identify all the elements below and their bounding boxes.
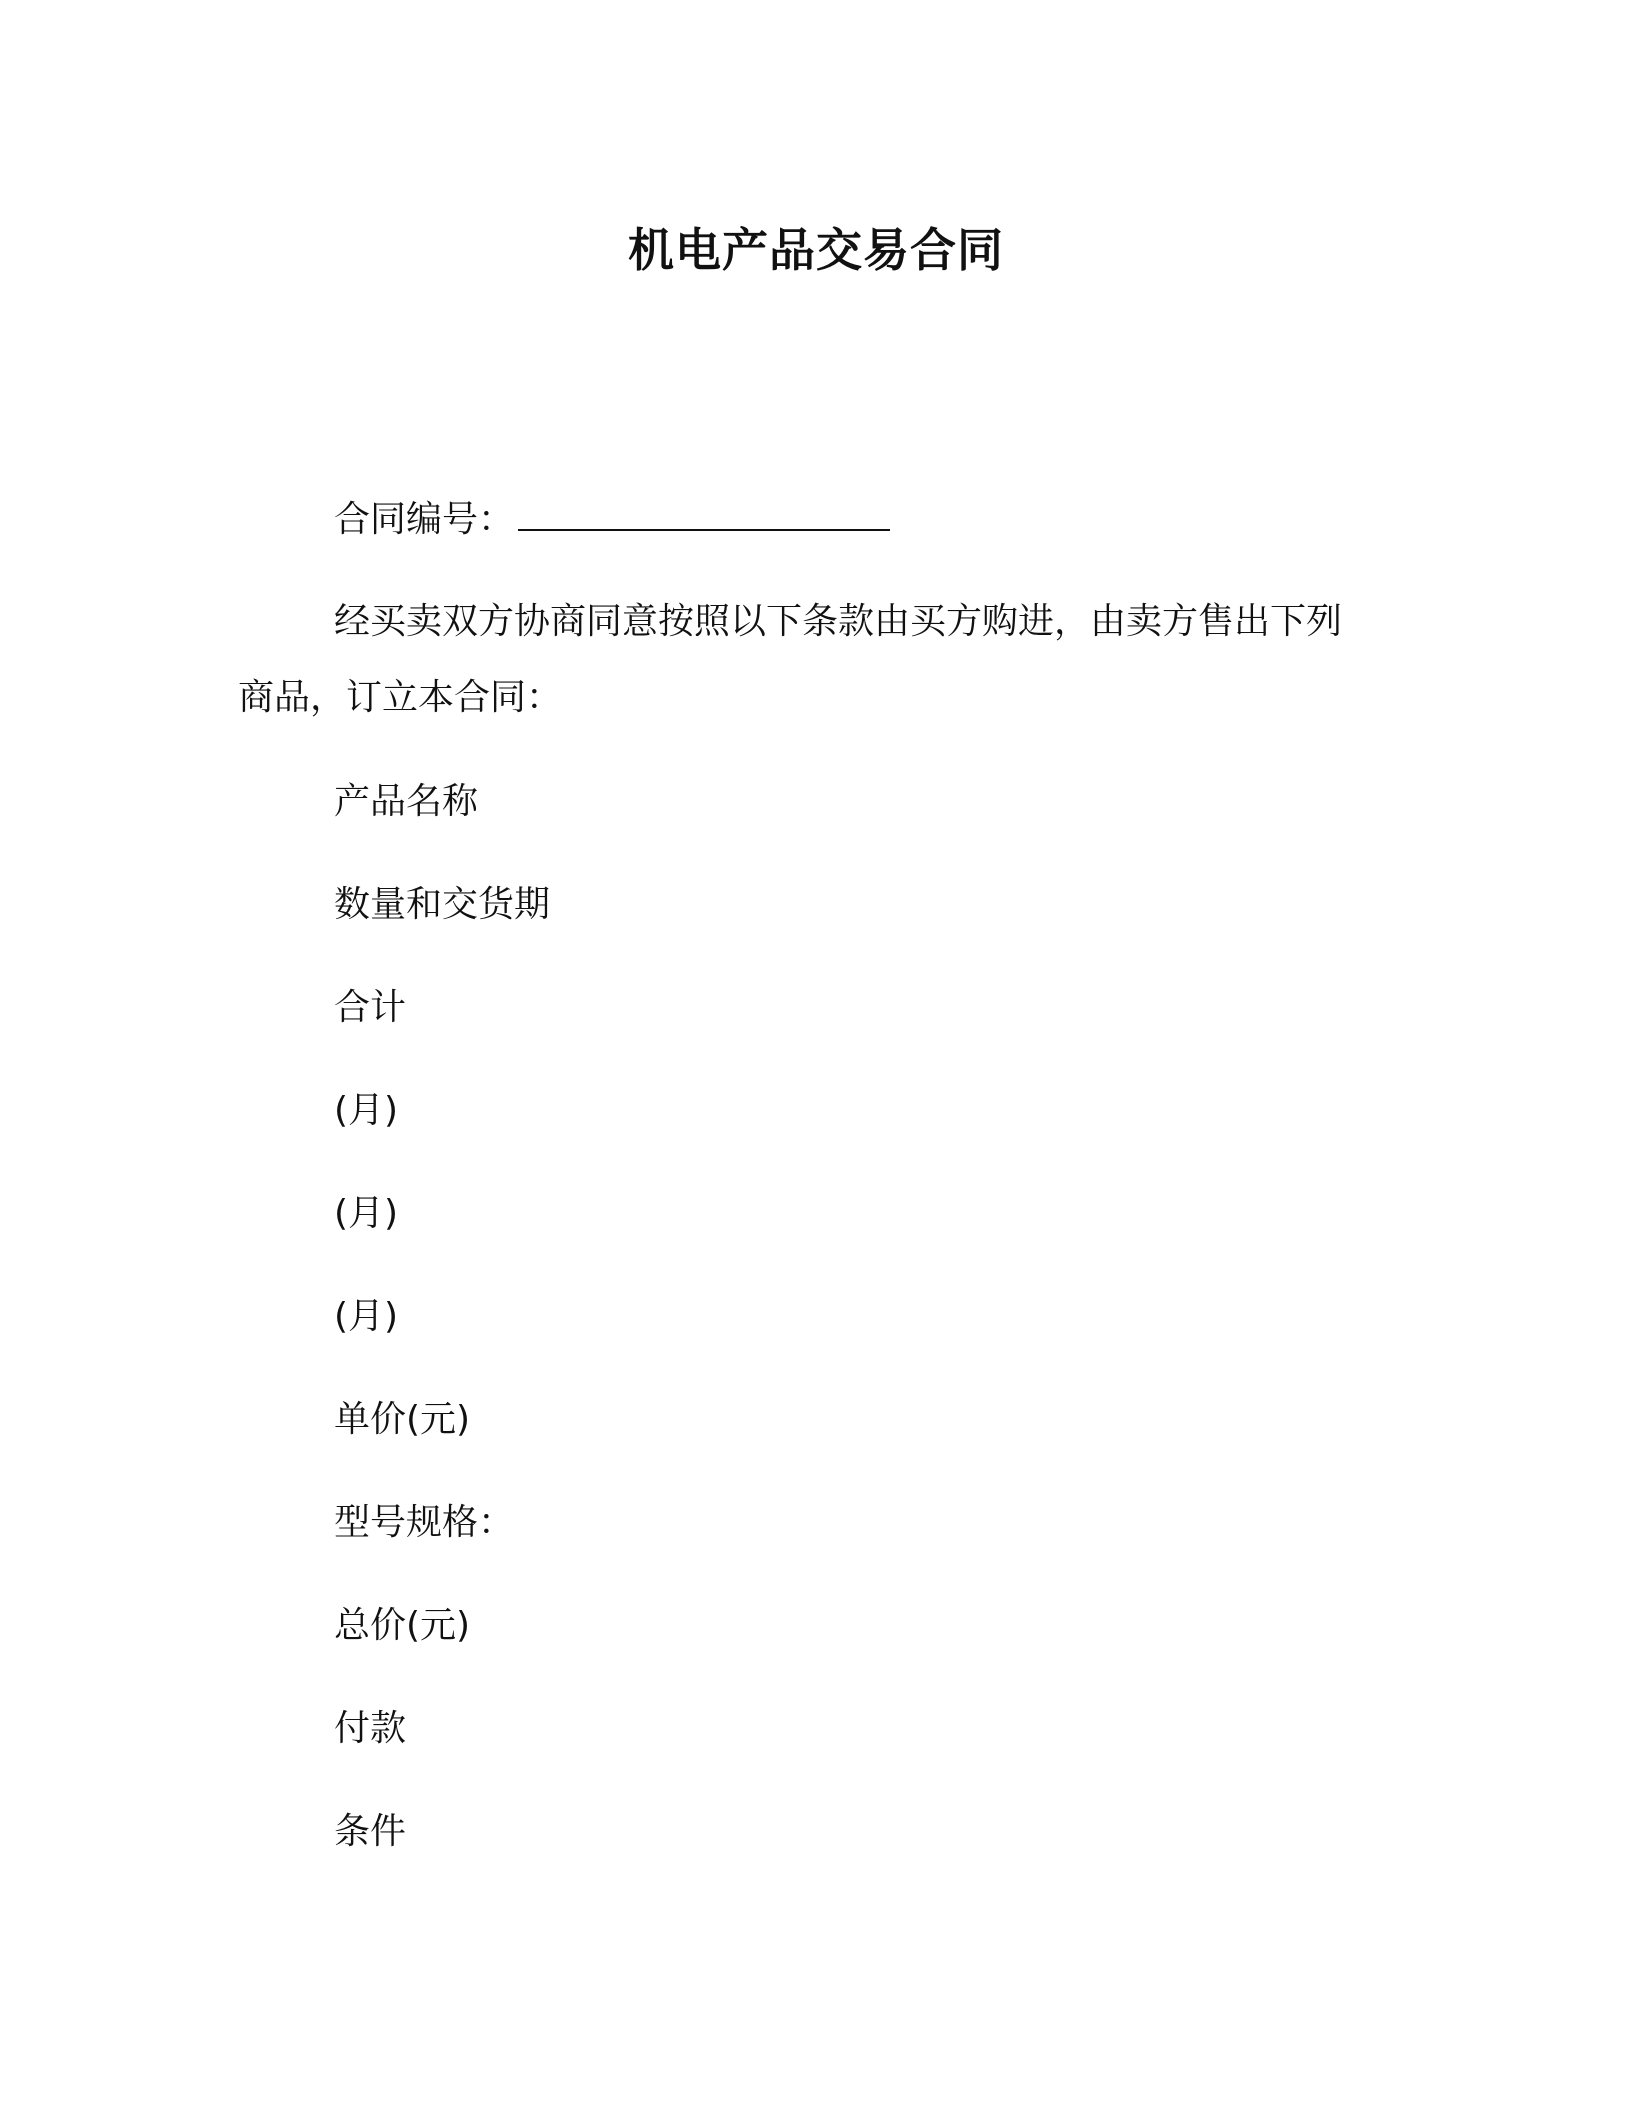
field-month-3: (月) [334,1296,399,1337]
field-unit-price: 单价(元) [334,1399,471,1440]
field-model-spec: 型号规格： [334,1502,515,1543]
contract-number-blank [518,499,890,531]
field-conditions: 条件 [334,1811,407,1852]
field-product-name: 产品名称 [334,781,479,822]
field-month-2: (月) [334,1193,399,1234]
field-payment: 付款 [334,1708,407,1749]
field-total-price: 总价(元) [334,1605,471,1646]
contract-number-label: 合同编号： [334,499,515,540]
contract-number-line [334,496,890,544]
field-month-1: (月) [334,1090,399,1131]
intro-line-1: 经买卖双方协商同意按照以下条款由买方购进，由卖方售出下列 [334,601,1343,642]
field-total: 合计 [334,987,407,1028]
document-title: 机电产品交易合同 [628,223,1004,277]
intro-line-2: 商品，订立本合同： [238,677,563,718]
field-quantity-delivery: 数量和交货期 [334,884,551,925]
